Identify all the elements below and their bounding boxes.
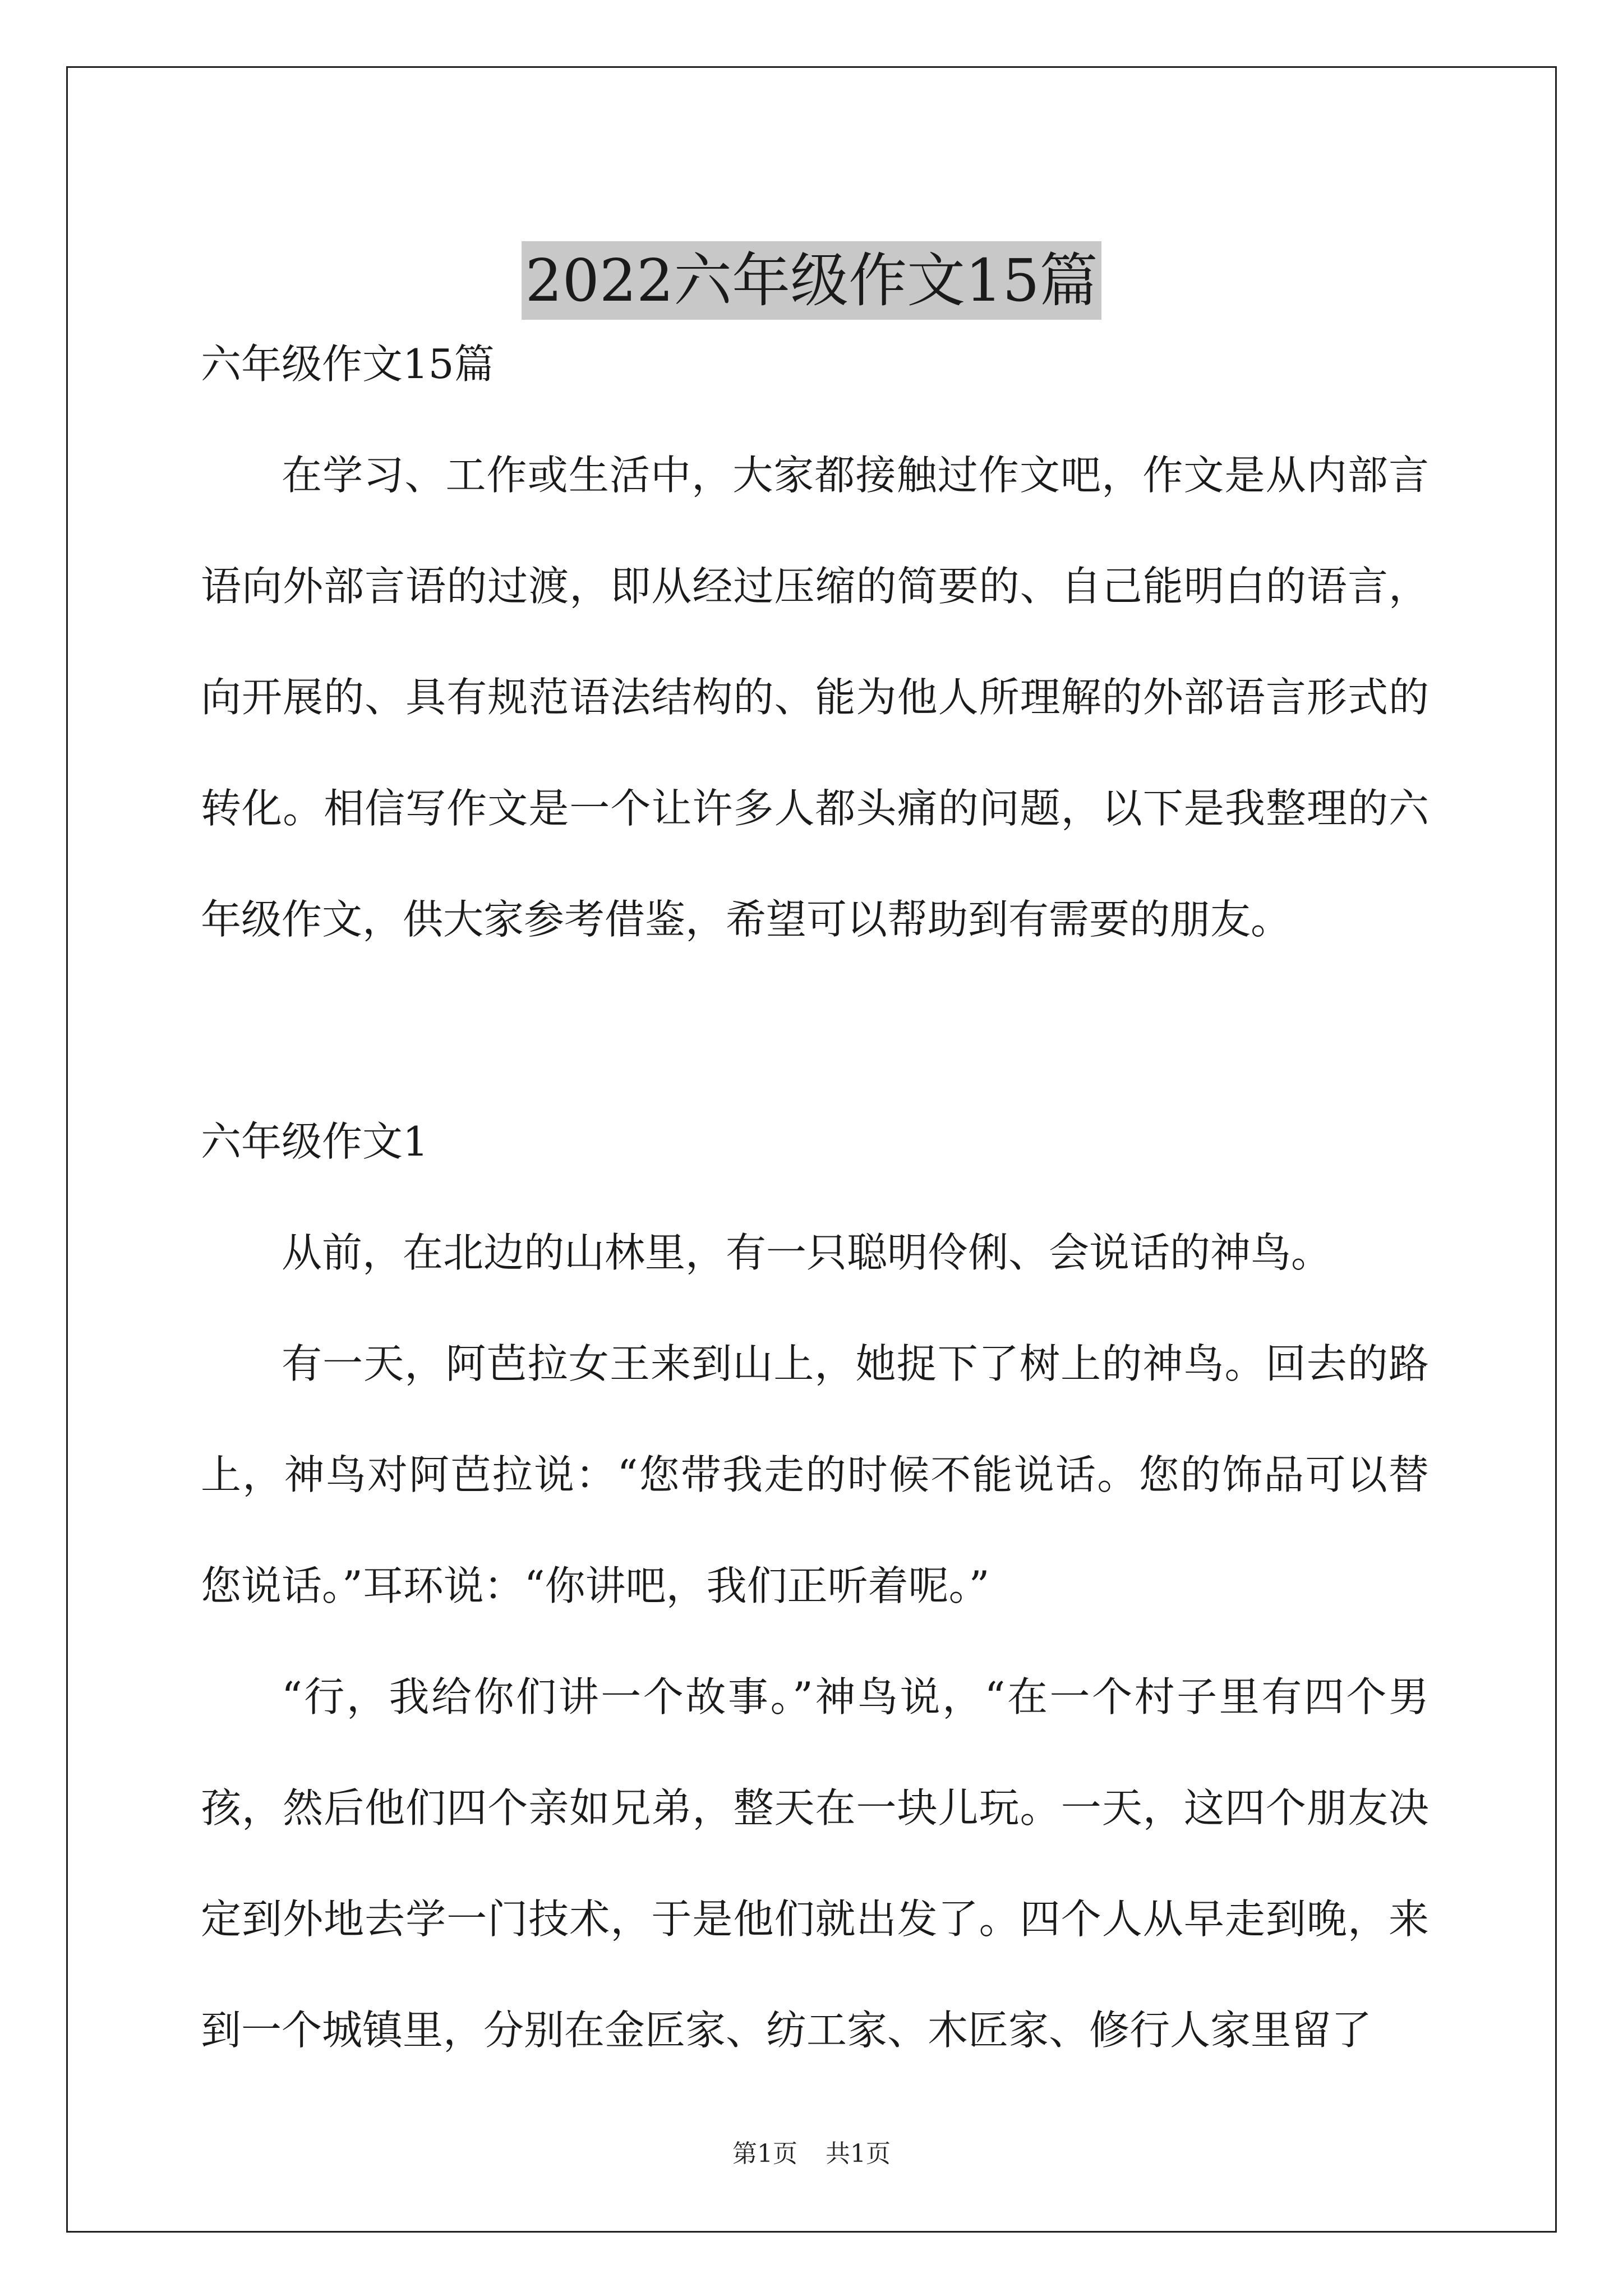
intro-paragraph: 在学习、工作或生活中，大家都接触过作文吧，作文是从内部言语向外部言语的过渡，即从经过压缩的简要的、自己能明白的语言，向开展的、具有规范语法结构的、能为他人所理解的外部语言形式的转化。相信写作文是一个让许多人都头痛的问题，以下是我整理的六年级作文，供大家参考借鉴，希望可以帮助到有需要的朋友。 bbox=[201, 452, 1429, 943]
subtitle: 六年级作文15篇 bbox=[201, 341, 495, 388]
body-paragraph: “行，我给你们讲一个故事。”神鸟说，“在一个村子里有四个男孩，然后他们四个亲如兄弟，整天在一块儿玩。一天，这四个朋友决定到外地去学一门技术，于是他们就出发了。四个人从早走到晚，来到一个城镇里，分别在金匠家、纺工家、木匠家、修行人家里留了 bbox=[201, 1673, 1429, 2054]
page-footer bbox=[0, 2137, 1623, 2171]
page-number: 第1页 bbox=[732, 2139, 797, 2168]
body-paragraph: 有一天，阿芭拉女王来到山上，她捉下了树上的神鸟。回去的路上，神鸟对阿芭拉说：“您带我走的时候不能说话。您的饰品可以替您说话。”耳环说：“你讲吧，我们正听着呢。” bbox=[201, 1340, 1429, 1609]
document-title[interactable]: 2022六年级作文15篇 bbox=[522, 241, 1101, 320]
section-heading: 六年级作文1 bbox=[201, 1118, 428, 1165]
spacer bbox=[201, 975, 1429, 1086]
body-paragraph: 从前，在北边的山林里，有一只聪明伶俐、会说话的神鸟。 bbox=[282, 1229, 1332, 1276]
page-total: 共1页 bbox=[826, 2139, 891, 2168]
document-body bbox=[201, 309, 1429, 2086]
